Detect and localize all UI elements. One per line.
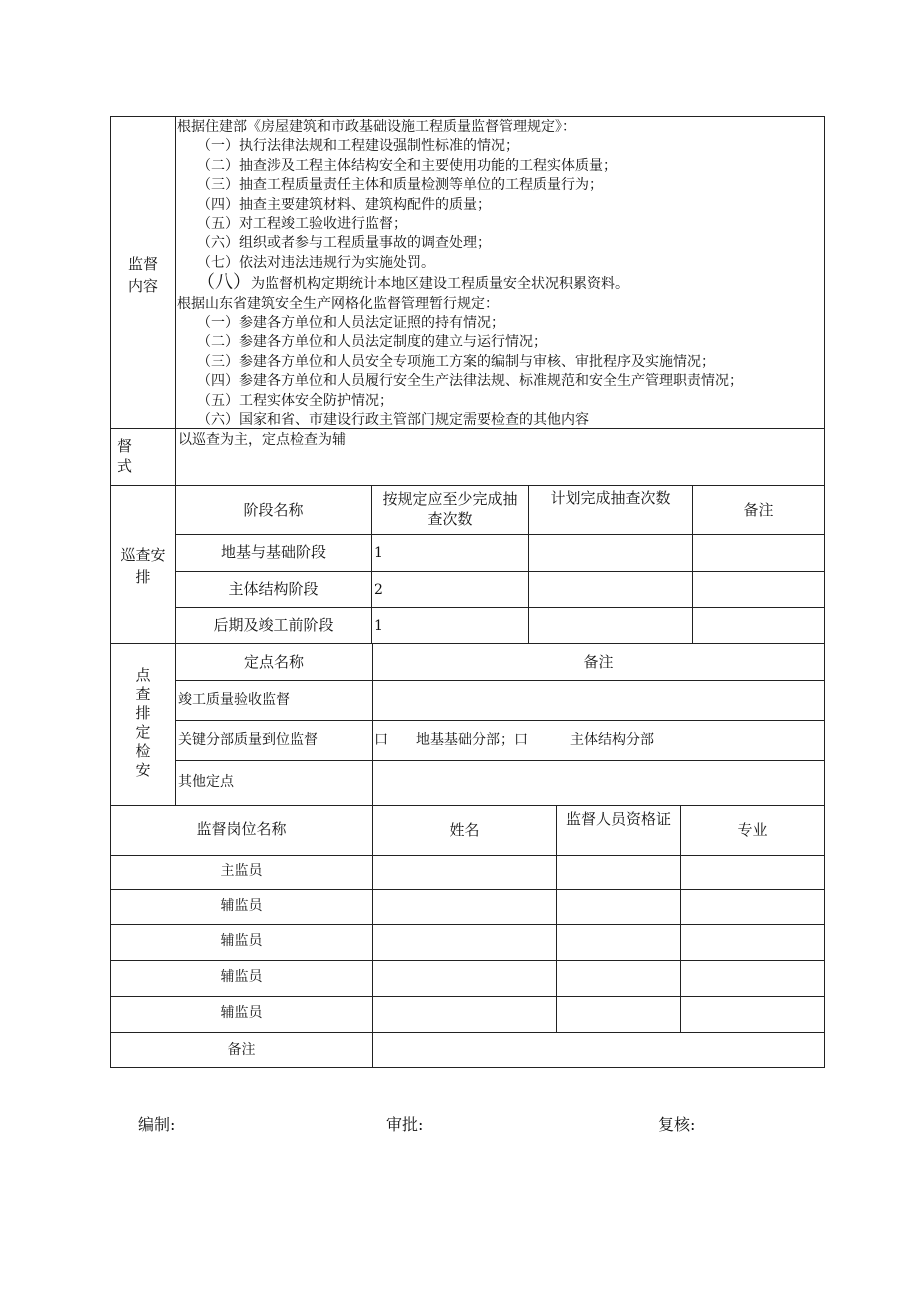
point-row-name: 关键分部质量到位监督	[178, 732, 318, 748]
table-row-stage: 主体结构阶段	[228, 580, 319, 598]
point-row-name: 竣工质量验收监督	[178, 692, 290, 708]
patrol-schedule-label: 巡查安 排	[120, 546, 166, 586]
point-row-note: 口 地基基础分部；口 主体结构分部	[374, 732, 654, 748]
method-content: 以巡查为主，定点检查为辅	[178, 432, 346, 448]
table-row-min: 1	[374, 545, 383, 561]
staff-row-post: 辅监员	[220, 1005, 263, 1021]
table-row-stage: 后期及竣工前阶段	[213, 616, 334, 634]
table-row-stage: 地基与基础阶段	[220, 543, 326, 561]
approved-by-label: 审批:	[386, 1115, 424, 1134]
table-row-min: 2	[374, 582, 383, 598]
staff-row-post: 辅监员	[220, 969, 263, 985]
method-label: 督 式	[117, 437, 133, 475]
remark-label: 备注	[227, 1042, 256, 1058]
header-point-remark: 备注	[583, 653, 614, 671]
point-row-name: 其他定点	[178, 774, 234, 790]
staff-row-post: 辅监员	[220, 933, 263, 949]
header-post-name: 监督岗位名称	[196, 820, 287, 838]
supervision-content-label: 监督 内容	[127, 255, 158, 295]
header-min-checks: 按规定应至少完成抽 查次数	[382, 490, 518, 528]
staff-row-post: 主监员	[220, 863, 263, 879]
reviewed-by-label: 复核:	[658, 1115, 696, 1134]
compiled-by-label: 编制:	[138, 1115, 176, 1134]
header-specialty: 专业	[737, 821, 768, 839]
header-remark: 备注	[743, 501, 774, 519]
header-point-name: 定点名称	[243, 653, 304, 671]
supervision-content-text: 根据住建部《房屋建筑和市政基础设施工程质量监督管理规定》： （一）执行法律法规和工程建设强制性标准的情况； （二）抽查涉及工程主体结构安全和主要使用功能的工程实体质量； （三）抽查工程质量责任主体和质量检测等单位的工程质量行为； （四）抽查主要建筑材料、建筑构配件的质量； （五）对工程竣工验收进行监督； （六）组织或者参与工程质量事故的调查处理； （七）依法对违法违规行为实施处罚。 （八）为监督机构定期统计本地区建设工程质量安全状况积累资料。 根据山东省建筑安全生产网格化监督管理暂行规定： （一）参建各方单位和人员法定证照的持有情况； （二）参建各方单位和人员法定制度的建立与运行情况； （三）参建各方单位和人员安全专项施工方案的编制与审核、审批程序及实施情况； （四）参建各方单位和人员履行安全生产法律法规、标准规范和安全生产管理职责情况； （五）工程实体安全防护情况； （六）国家和省、市建设行政主管部门规定需要检查的其他内容	[177, 119, 743, 428]
table-row-min: 1	[374, 618, 383, 634]
header-person-name: 姓名	[449, 821, 480, 839]
header-stage-name: 阶段名称	[243, 501, 304, 519]
staff-row-post: 辅监员	[220, 898, 263, 914]
header-planned-checks: 计划完成抽查次数	[550, 489, 671, 507]
header-qualification: 监督人员资格证	[565, 810, 671, 828]
fixed-point-label: 点 查 排 定 检 安	[135, 666, 151, 779]
